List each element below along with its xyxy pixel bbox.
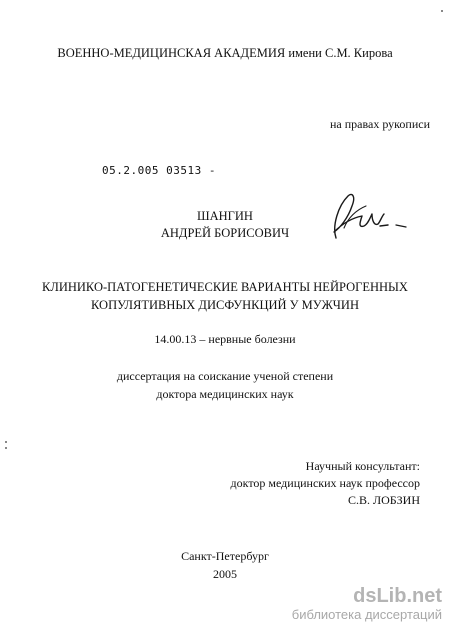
scan-speck [441, 10, 443, 12]
rights-note: на правах рукописи [330, 117, 430, 131]
advisor-title: доктор медицинских наук профессор [230, 476, 420, 490]
author-first-names: АНДРЕЙ БОРИСОВИЧ [160, 226, 290, 240]
author-last-name: ШАНГИН [197, 209, 253, 223]
city: Санкт-Петербург [181, 549, 269, 563]
year: 2005 [213, 567, 237, 581]
watermark-subtitle: библиотека диссертаций [291, 607, 442, 622]
handwritten-signature [322, 188, 412, 242]
scan-speck [5, 441, 7, 443]
thesis-title-line-2: КОПУЛЯТИВНЫХ ДИСФУНКЦИЙ У МУЖЧИН [91, 298, 359, 312]
dissertation-degree-line-2: доктора медицинских наук [156, 387, 294, 401]
academy-header: ВОЕННО-МЕДИЦИНСКАЯ АКАДЕМИЯ имени С.М. Кирова [57, 46, 393, 60]
watermark-logo: dsLib.net [353, 585, 442, 607]
scan-speck [5, 447, 7, 449]
thesis-title-line-1: КЛИНИКО-ПАТОГЕНЕТИЧЕСКИЕ ВАРИАНТЫ НЕЙРОГЕННЫХ [42, 280, 408, 294]
advisor-label: Научный консультант: [305, 459, 420, 473]
dissertation-degree-line-1: диссертация на соискание ученой степени [116, 369, 334, 383]
registration-stamp: 05.2.005 03513 - [102, 164, 216, 177]
watermark [292, 585, 442, 622]
specialty-code: 14.00.13 – нервные болезни [154, 332, 296, 346]
advisor-name: С.В. ЛОБЗИН [347, 493, 420, 507]
